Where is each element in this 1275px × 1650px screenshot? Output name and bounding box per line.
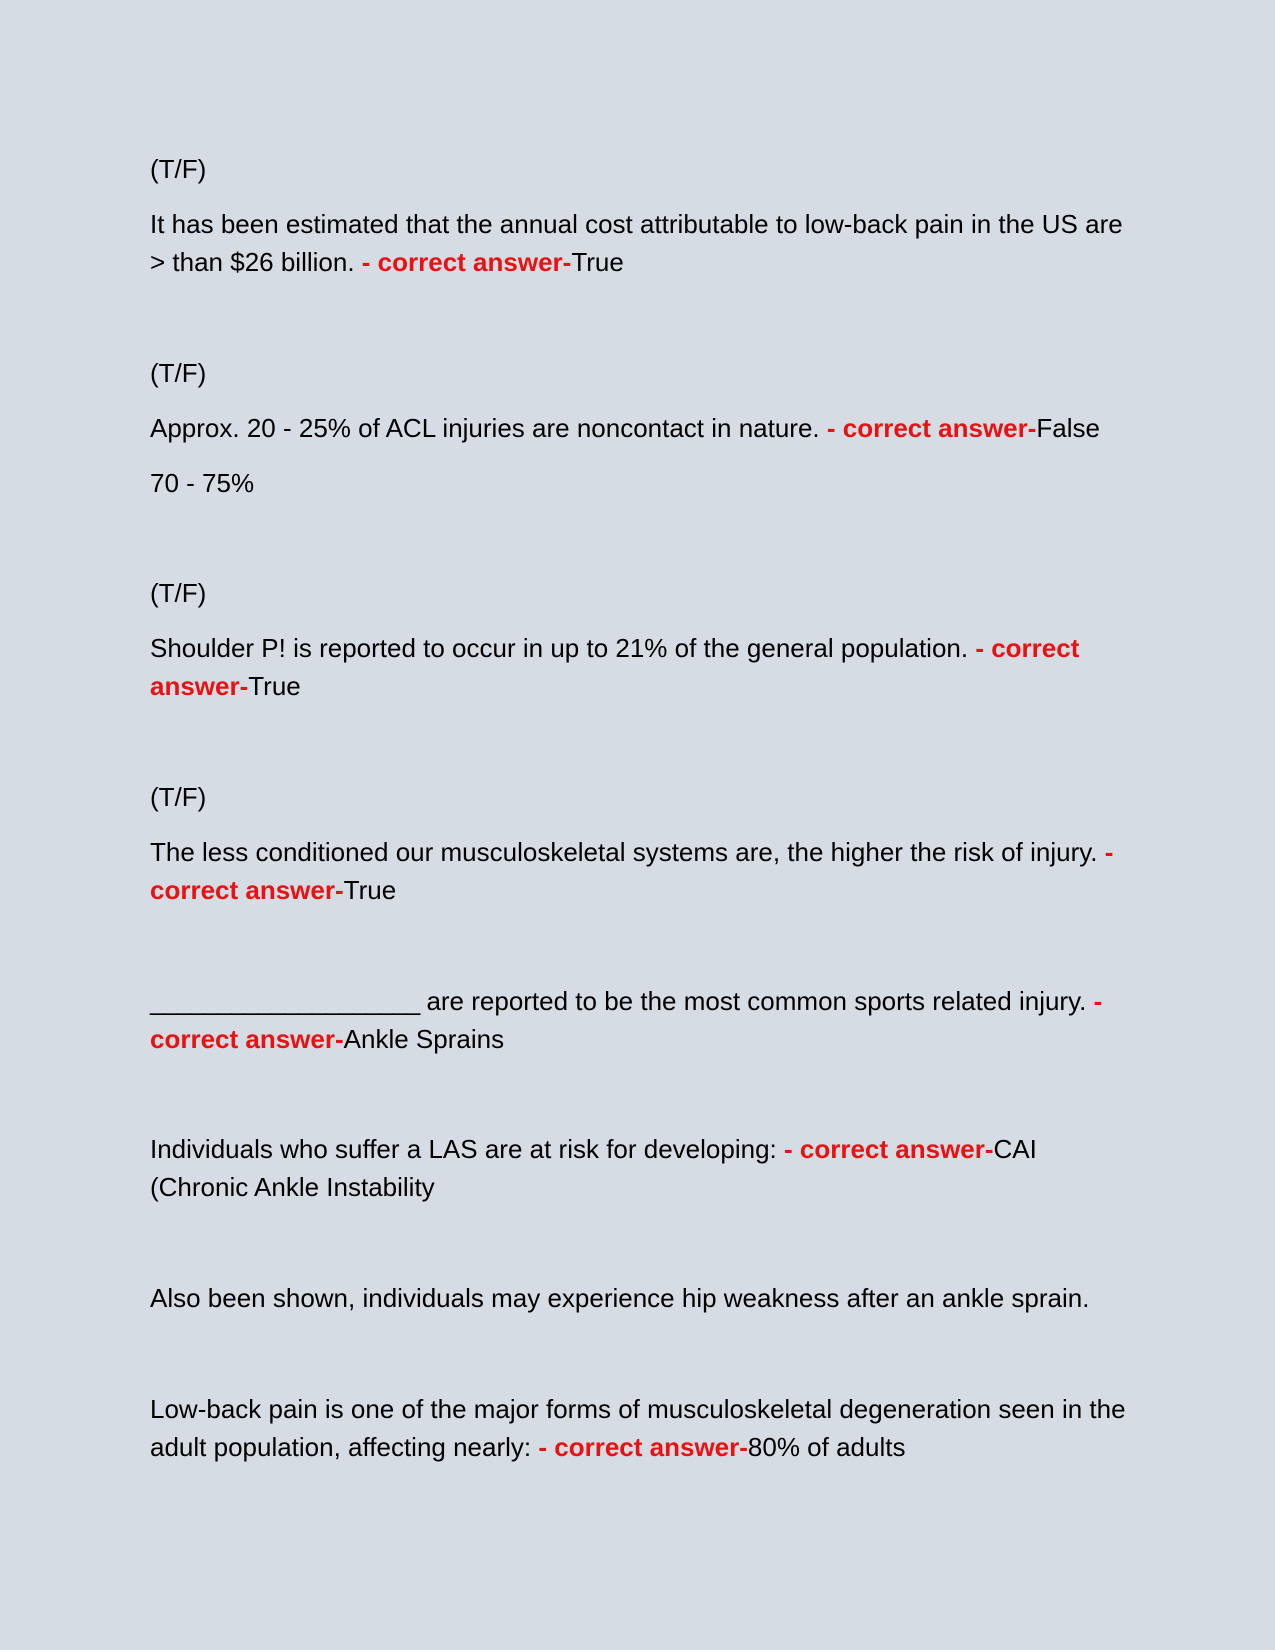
answer-text: True [248,671,301,701]
item-3-tag: (T/F) [150,578,207,608]
question-text: Individuals who suffer a LAS are at risk for developing: [150,1134,777,1164]
answer-text: True [571,247,624,277]
item-4-tag: (T/F) [150,782,207,812]
question-text: are reported to be the most common sports related injury. [426,986,1087,1016]
correct-answer-label: - correct answer- [150,986,1103,1054]
correct-answer-label: - correct answer- [150,633,1080,701]
item-8-question [150,1390,1135,1466]
answer-text: CAI (Chronic Ankle Instability [150,1134,1037,1202]
item-4-question [150,833,1135,909]
item-2-tag: (T/F) [150,358,207,388]
item-6-question [150,1130,1135,1206]
question-text: The less conditioned our musculoskeletal systems are, the higher the risk of injury. [150,837,1098,867]
fill-in-blank: ____________________ [150,986,420,1016]
answer-text: True [343,875,397,905]
item-1-tag: (T/F) [150,154,207,184]
question-text: It has been estimated that the annual cost attributable to low-back pain in the US are > than $26 billion. [150,209,1123,277]
item-2-question [150,409,1135,447]
item-3-question [150,629,1135,705]
item-1-question [150,205,1135,281]
answer-text: False [1036,413,1100,443]
question-text: Low-back pain is one of the major forms of musculoskeletal degeneration seen in the adult population, affecting nearly: [150,1394,1126,1462]
answer-text: 80% of adults [747,1432,906,1462]
correct-answer-label: - correct answer- [361,247,572,277]
correct-answer-label: - correct answer- [150,837,1114,905]
item-7-statement: Also been shown, individuals may experience hip weakness after an ankle sprain. [150,1283,1090,1313]
correct-answer-label: - correct answer- [784,1134,994,1164]
item-5-question [150,982,1135,1058]
correct-answer-label: - correct answer- [538,1432,748,1462]
item-2-note: 70 - 75% [150,468,255,498]
question-text: Shoulder P! is reported to occur in up to 21% of the general population. [150,633,969,663]
correct-answer-label: - correct answer- [826,413,1037,443]
answer-text: Ankle Sprains [343,1024,505,1054]
question-text: Approx. 20 - 25% of ACL injuries are noncontact in nature. [150,413,820,443]
